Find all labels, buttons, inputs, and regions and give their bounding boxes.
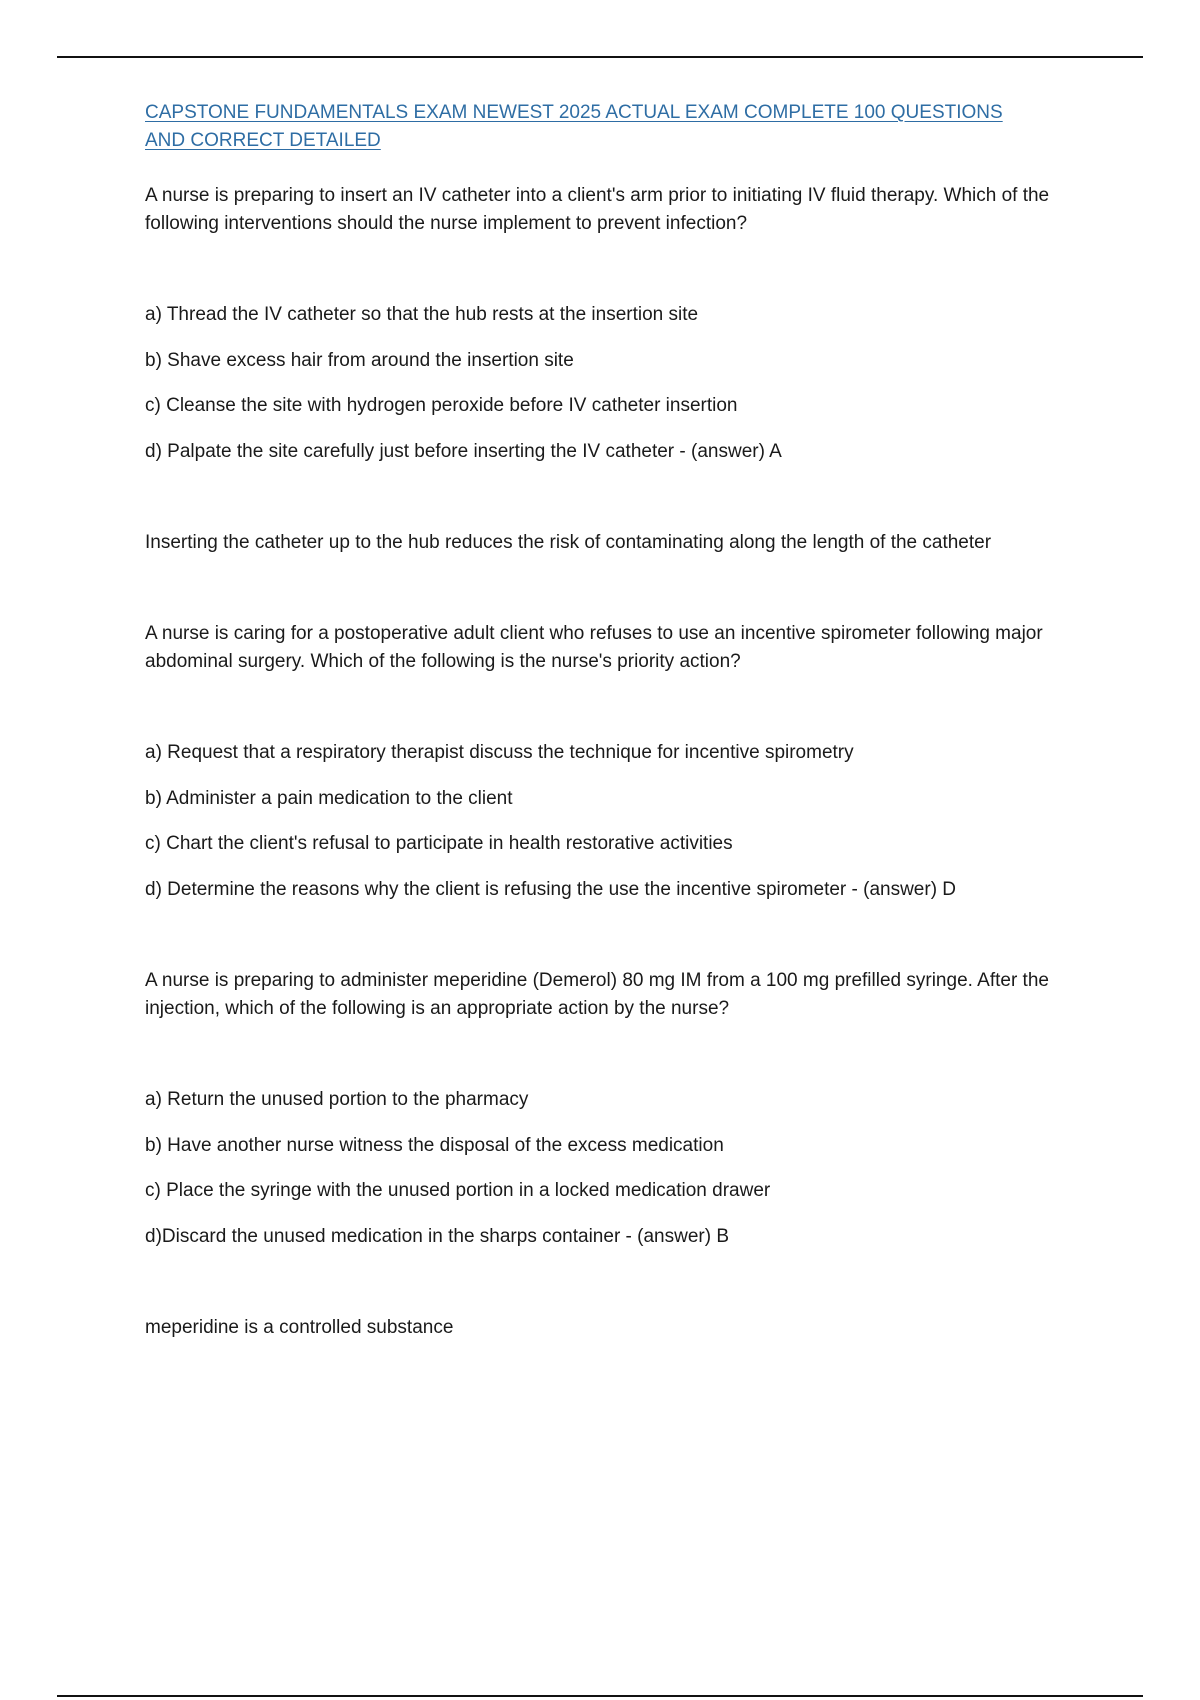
question-2-stem: A nurse is caring for a postoperative adult client who refuses to use an incentive spirometer following major abdominal surgery. Which of the following is the nurse's priority action? — [145, 623, 1043, 672]
question-3-rationale: meperidine is a controlled substance — [145, 1317, 454, 1338]
question-3-stem: A nurse is preparing to administer meperidine (Demerol) 80 mg IM from a 100 mg prefilled syringe. After the injection, which of the following is an appropriate action by the nurse? — [145, 970, 1049, 1019]
question-1-option-b: b) Shave excess hair from around the insertion site — [145, 350, 574, 371]
question-2-option-d-answer: d) Determine the reasons why the client is refusing the use the incentive spirometer - (answer) D — [145, 879, 957, 900]
question-2-option-c: c) Chart the client's refusal to participate in health restorative activities — [145, 833, 733, 854]
question-3-option-d-answer: d)Discard the unused medication in the sharps container - (answer) B — [145, 1226, 730, 1247]
question-1-option-a: a) Thread the IV catheter so that the hub rests at the insertion site — [145, 304, 699, 325]
page-title: CAPSTONE FUNDAMENTALS EXAM NEWEST 2025 ACTUAL EXAM COMPLETE 100 QUESTIONS AND CORRECT DETAILED — [145, 102, 1003, 151]
question-1-rationale: Inserting the catheter up to the hub reduces the risk of contaminating along the length of the catheter — [145, 532, 992, 553]
top-rule — [57, 56, 1143, 58]
question-3-option-b: b) Have another nurse witness the disposal of the excess medication — [145, 1135, 724, 1156]
question-3-option-a: a) Return the unused portion to the pharmacy — [145, 1089, 529, 1110]
question-2-option-a: a) Request that a respiratory therapist discuss the technique for incentive spirometry — [145, 742, 854, 763]
bottom-rule — [57, 1695, 1143, 1697]
question-1-option-c: c) Cleanse the site with hydrogen peroxide before IV catheter insertion — [145, 395, 738, 416]
question-1-option-d-answer: d) Palpate the site carefully just before inserting the IV catheter - (answer) A — [145, 441, 782, 462]
question-1-stem: A nurse is preparing to insert an IV catheter into a client's arm prior to initiating IV fluid therapy. Which of the following interventions should the nurse implement to prevent infection? — [145, 185, 1050, 234]
question-3-option-c: c) Place the syringe with the unused portion in a locked medication drawer — [145, 1180, 771, 1201]
question-2-option-b: b) Administer a pain medication to the client — [145, 788, 513, 809]
